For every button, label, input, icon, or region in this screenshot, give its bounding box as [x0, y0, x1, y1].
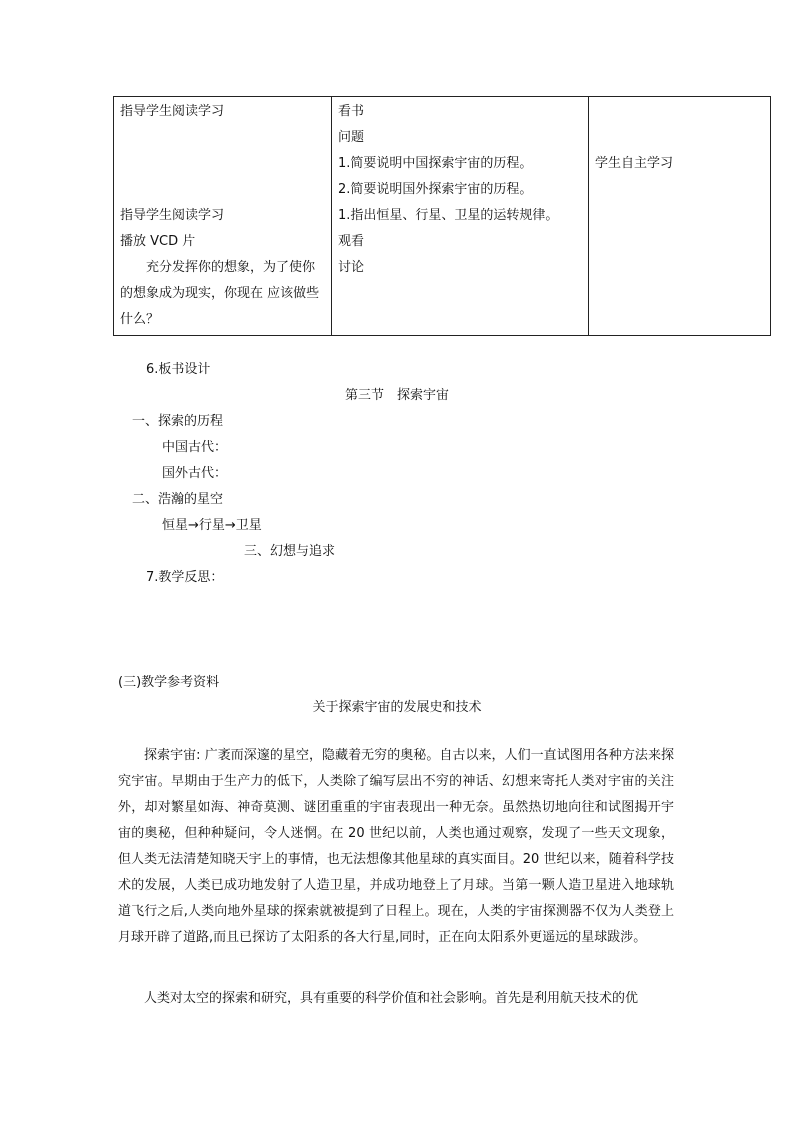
reference-paragraph: 人类对太空的探索和研究，具有重要的科学价值和社会影响。首先是利用航天技术的优	[144, 991, 639, 1006]
teaching-reflection-heading: 7.教学反思：	[146, 570, 224, 585]
student-activity-cell	[332, 97, 589, 336]
design-intent-cell	[589, 97, 771, 336]
board-title: 第三节 探索宇宙	[344, 388, 449, 403]
teacher-activity-line: 指导学生阅读学习	[120, 104, 225, 119]
student-activity-line: 观看	[338, 234, 365, 249]
board-section-2: 二、浩瀚的星空	[132, 492, 224, 507]
student-activity-line: 2.简要说明国外探索宇宙的历程。	[338, 182, 533, 197]
board-section-3: 三、幻想与追求	[244, 544, 336, 559]
board-design-heading: 6.板书设计	[146, 362, 211, 377]
lesson-plan-table	[113, 96, 771, 336]
student-activity-line: 1.指出恒星、行星、卫星的运转规律。	[338, 208, 559, 223]
board-item: 中国古代：	[162, 440, 228, 455]
board-section-1: 一、探索的历程	[132, 414, 224, 429]
reference-title: 关于探索宇宙的发展史和技术	[312, 700, 482, 715]
student-activity-line: 讨论	[338, 260, 365, 275]
design-intent-line: 学生自主学习	[595, 156, 674, 171]
table-row	[114, 97, 771, 336]
teacher-activity-cell	[114, 97, 332, 336]
student-activity-line: 问题	[338, 130, 365, 145]
reference-heading: (三)教学参考资料	[118, 675, 220, 690]
board-item: 国外古代：	[162, 466, 228, 481]
teacher-activity-line: 播放 VCD 片	[120, 234, 196, 249]
student-activity-line: 看书	[338, 104, 365, 119]
student-activity-line: 1.简要说明中国探索宇宙的历程。	[338, 156, 533, 171]
teacher-activity-line: 指导学生阅读学习	[120, 208, 225, 223]
reference-paragraph: 探索宇宙: 广袤而深邃的星空，隐藏着无穷的奥秘。自古以来，人们一直试图用各种方法来探究宇宙。早期由于生产力的低下，人类除了编写层出不穷的神话、幻想来寄托人类对宇宙的关注外，却对繁星如海、神奇莫测、谜团重重的宇宙表现出一种无奈。虽然热切地向往和试图揭开宇宙的奥秘，但种种疑问，令人迷惘。在 20 世纪以前，人类也通过观察，发现了一些天文现象，但人类无法清楚知晓天宇上的事情，也无法想像其他星球的真实面目。20 世纪以来，随着科学技术的发展，人类已成功地发射了人造卫星，并成功地登上了月球。当第一颗人造卫星进入地球轨道飞行之后,人类向地外星球的探索就被提到了日程上。现在，人类的宇宙探测器不仅为人类登上月球开辟了道路,而且已探访了太阳系的各大行星,同时，正在向太阳系外更遥远的星球跋涉。	[118, 748, 674, 945]
teacher-activity-question: 充分发挥你的想象，为了使你的想象成为现实，你现在 应该做些什么？	[120, 260, 320, 327]
board-item: 恒星→行星→卫星	[162, 518, 262, 533]
